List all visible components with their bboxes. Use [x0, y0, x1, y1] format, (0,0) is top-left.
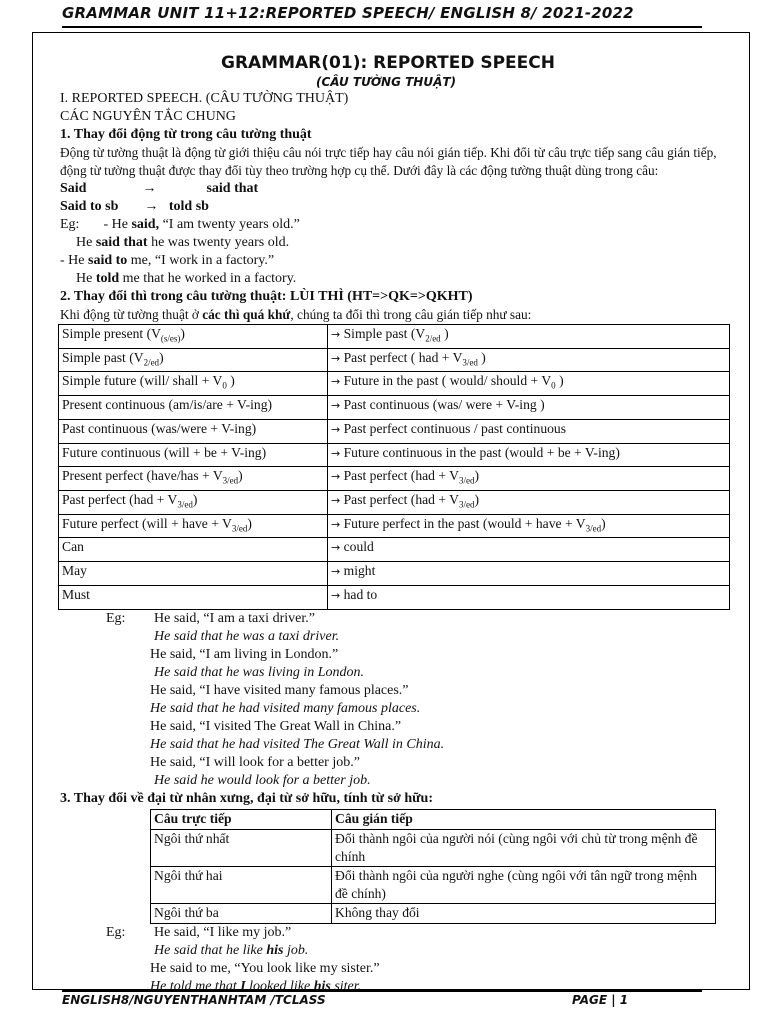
direct-person-cell: Ngôi thứ ba: [151, 903, 332, 923]
verb-arrow: →: [144, 199, 159, 214]
example-line: He said to me, “You look like my sister.”: [150, 960, 380, 976]
table-row: [59, 372, 730, 396]
example-line: - He said to me, “I work in a factory.”: [60, 253, 275, 268]
arrow-icon: →: [331, 446, 341, 460]
general-rules-heading: CÁC NGUYÊN TẮC CHUNG: [60, 109, 236, 124]
section-heading: I. REPORTED SPEECH. (CÂU TƯỜNG THUẬT): [60, 91, 349, 106]
footer-author: ENGLISH8/NGUYENTHANHTAM /TCLASS: [62, 993, 326, 1007]
example-line: He said that he was living in London.: [154, 664, 364, 680]
table-header-cell: Câu gián tiếp: [332, 809, 716, 829]
example-line: He said, “I have visited many famous places.”: [150, 682, 409, 698]
arrow-icon: →: [331, 399, 341, 413]
table-row: [151, 903, 716, 923]
reported-tense-cell: → Past continuous (was/ were + V-ing ): [328, 396, 730, 420]
table-row: [59, 491, 730, 515]
table-row: [151, 829, 716, 866]
example-line: He told me that he worked in a factory.: [76, 271, 297, 286]
page-subtitle: (CÂU TƯỜNG THUẬT): [315, 75, 457, 89]
direct-tense-cell: Simple present $(V_{(s/es)})$: [59, 325, 328, 349]
reported-person-cell: Đổi thành ngôi của người nói (cùng ngôi với chủ từ trong mệnh đề chính: [332, 829, 716, 866]
verb-said: Said: [60, 181, 87, 196]
arrow-icon: →: [331, 328, 341, 341]
document-body: [60, 52, 724, 996]
example-line: Eg: He said, “I am a taxi driver.”: [60, 610, 724, 628]
heading-3: 3. Thay đổi về đại từ nhân xưng, đại từ sở hữu, tính từ sở hữu:: [60, 790, 433, 806]
direct-person-cell: Ngôi thứ nhất: [151, 829, 332, 866]
example-line: He said he would look for a better job.: [154, 772, 371, 788]
paragraph-2: Khi động từ tường thuật ở các thì quá khứ, chúng ta đổi thì trong câu gián tiếp như sau:: [60, 307, 532, 322]
example-line: He said that he was twenty years old.: [76, 235, 290, 250]
verb-said-that: said that: [206, 181, 259, 196]
table-row: [59, 585, 730, 609]
example-line: He said that he had visited The Great Wall in China.: [150, 736, 445, 752]
example-label: Eg:: [106, 610, 126, 626]
arrow-icon: →: [331, 494, 341, 508]
heading-1: 1. Thay đổi động từ trong câu tường thuật: [60, 127, 312, 142]
page-number: PAGE | 1: [572, 993, 629, 1007]
direct-tense-cell: Present perfect (have/has + $V_{3/ed}$): [59, 467, 328, 491]
direct-tense-cell: Present continuous (am/is/are + V-ing): [59, 396, 328, 420]
tense-table: [58, 324, 730, 610]
table-row: [59, 562, 730, 586]
example-line: He said, “I visited The Great Wall in China.”: [150, 718, 402, 734]
table-row: [59, 538, 730, 562]
reported-tense-cell: → Future in the past ( would/ should + $V_0$ ): [328, 372, 730, 396]
page-header: GRAMMAR UNIT 11+12:REPORTED SPEECH/ ENGLISH 8/ 2021-2022: [62, 4, 702, 28]
direct-tense-cell: Simple past $(V_{2/ed})$: [59, 348, 328, 372]
table-row: [59, 443, 730, 467]
table-row: [59, 396, 730, 420]
verb-rule-said: [60, 180, 724, 198]
page-footer: [62, 990, 702, 1007]
direct-tense-cell: Must: [59, 585, 328, 609]
reported-tense-cell: → had to: [328, 585, 730, 609]
table-row: [59, 348, 730, 372]
reported-tense-cell: → Simple past ($V_{2/ed}$ ): [328, 325, 730, 349]
reported-person-cell: Không thay đổi: [332, 903, 716, 923]
arrow-icon: →: [331, 517, 341, 531]
direct-tense-cell: May: [59, 562, 328, 586]
direct-tense-cell: Future continuous (will + be + V-ing): [59, 443, 328, 467]
table-row: [59, 467, 730, 491]
direct-tense-cell: Simple future (will/ shall + $V_0$ ): [59, 372, 328, 396]
example-line: He said that he like his job.: [154, 942, 309, 958]
example-line: He said, “I am living in London.”: [150, 646, 339, 662]
reported-tense-cell: → Future perfect in the past (would + have + $V_{3/ed}$): [328, 514, 730, 538]
example-line: Eg: He said, “I like my job.”: [60, 924, 724, 942]
reported-tense-cell: → Future continuous in the past (would + be + V-ing): [328, 443, 730, 467]
table-header-cell: Câu trực tiếp: [151, 809, 332, 829]
verb-told: told sb: [168, 199, 209, 214]
arrow-icon: →: [331, 351, 341, 365]
reported-tense-cell: → Past perfect continuous / past continuous: [328, 419, 730, 443]
pronoun-table: [150, 809, 716, 924]
example-line: He said that he was a taxi driver.: [154, 628, 340, 644]
direct-tense-cell: Can: [59, 538, 328, 562]
table-header-row: [151, 809, 716, 829]
example-line: He told me that I looked like his siter.: [150, 978, 362, 994]
reported-tense-cell: → could: [328, 538, 730, 562]
direct-tense-cell: Past perfect $(had + V_{3/ed})$: [59, 491, 328, 515]
example-line: He said, “I will look for a better job.”: [150, 754, 360, 770]
heading-2: 2. Thay đổi thì trong câu tường thuật: LÙI THÌ (HT=>QK=>QKHT): [60, 289, 473, 304]
arrow-icon: →: [331, 375, 341, 389]
reported-tense-cell: → Past perfect $(had + V_{3/ed})$: [328, 491, 730, 515]
example-label: Eg:: [60, 217, 80, 232]
arrow-icon: →: [331, 422, 341, 436]
reported-tense-cell: → Past perfect ( had + $V_{3/ed}$ ): [328, 348, 730, 372]
arrow-icon: →: [331, 565, 341, 579]
reported-tense-cell: → Past perfect $(had + V_{3/ed})$: [328, 467, 730, 491]
table-row: [151, 866, 716, 903]
table-row: [59, 419, 730, 443]
arrow-icon: →: [331, 470, 341, 484]
table-row: [59, 325, 730, 349]
arrow-icon: →: [331, 588, 341, 602]
verb-rule-said-to: [60, 198, 724, 216]
example-line: He said that he had visited many famous places.: [150, 700, 421, 716]
verb-arrow: →: [142, 181, 157, 196]
table-row: [59, 514, 730, 538]
reported-person-cell: Đổi thành ngôi của người nghe (cùng ngôi với tân ngữ trong mệnh đề chính): [332, 866, 716, 903]
arrow-icon: →: [331, 541, 341, 555]
direct-tense-cell: Future perfect (will + have + $V_{3/ed}$): [59, 514, 328, 538]
page-title: GRAMMAR(01): REPORTED SPEECH: [220, 53, 555, 73]
direct-person-cell: Ngôi thứ hai: [151, 866, 332, 903]
reported-tense-cell: → might: [328, 562, 730, 586]
example-label: Eg:: [106, 924, 126, 940]
direct-tense-cell: Past continuous (was/were + V-ing): [59, 419, 328, 443]
paragraph-1: Động từ tường thuật là động từ giới thiệu câu nói trực tiếp hay câu nói gián tiếp. Khi đổi từ câu trực tiếp sang câu gián tiếp, động từ tường thuật được thay đổi tùy theo trường hợp cụ thể. Dưới đây là các động tường thuật dùng trong câu:: [60, 145, 717, 178]
verb-said-to: Said to sb: [60, 199, 119, 214]
example-line: Eg: - He said, “I am twenty years old.”: [60, 217, 300, 232]
